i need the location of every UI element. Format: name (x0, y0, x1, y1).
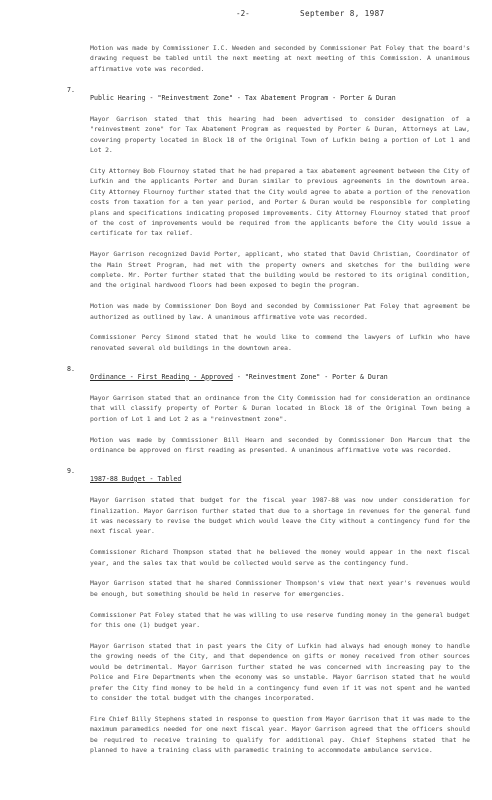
item-title-underlined: Ordinance - First Reading - Approved (90, 372, 233, 381)
item-title: Public Hearing - "Reinvestment Zone" - Tax Abatement Program - Porter & Duran (90, 93, 396, 102)
garrison-concern-paragraph: Mayor Garrison stated that in past years the City of Lufkin had always had enough money to handle the growing needs of the City, and that dependence on gifts or money received from other sources would be detrimental. Mayor Garrison further stated he was concerned with increasing pay to the Police and Fire Departments when the economy was so unstable. Mayor Garrison stated that he would prefer the City find money to be held in a contingency fund even if it was not spent and he wanted to consider the total budget with the changes incorporated. (90, 641, 470, 702)
agenda-item-8 (67, 364, 470, 383)
minutes-body (67, 43, 470, 766)
motion-paragraph: Motion was made by Commissioner I.C. Weeden and seconded by Commissioner Pat Foley that the board's drawing request be tabled until the next meeting at next meeting of this Commission. A unanimous affirmative vote was recorded. (90, 44, 470, 73)
agenda-item-7 (67, 85, 470, 104)
item-title-rest: - "Reinvestment Zone" - Porter & Duran (232, 372, 388, 381)
foley-paragraph: Commissioner Pat Foley stated that he was willing to use reserve funding money in the general budget for this one (1) budget year. (90, 610, 470, 630)
applicant-paragraph: Mayor Garrison recognized David Porter, applicant, who stated that David Christian, Coordinator of the Main Street Program, had met with the property owners and sketches for the building were complete. Mr. Porter further stated that the building would be restored to its original condition, and the original hardwood floors had been exposed to begin the program. (90, 250, 470, 290)
fire-chief-paragraph: Fire Chief Billy Stephens stated in response to question from Mayor Garrison that it was made to the maximum paramedics needed for one next fiscal year. Mayor Garrison agreed that the officers should be required to receive training to qualify for additional pay. Chief Stephens stated that he planned to have a training class with paramedic training to accommodate ambulance service. (90, 714, 470, 754)
item-number: 7. (67, 85, 75, 94)
motion-paragraph: Motion was made by Commissioner Bill Hearn and seconded by Commissioner Don Marcum that the ordinance be approved on first reading as presented. A unanimous affirmative vote was recorded. (90, 435, 470, 455)
attorney-paragraph: City Attorney Bob Flournoy stated that he had prepared a tax abatement agreement between the City of Lufkin and the applicants Porter and Duran similar to previous agreements in the downtown area. City Attorney Flournoy further stated that the City would agree to abate a portion of the renovation costs from taxation for a ten year period, and Porter & Duran would be responsible for completing plans and specifications indicating proposed improvements. City Attorney Flournoy stated that proof of the cost of improvements would be required from the applicants before the City would issue a certificate for tax relief. (90, 167, 470, 238)
meeting-date: September 8, 1987 (300, 9, 385, 18)
item-number: 9. (67, 466, 75, 475)
item-title: 1987-88 Budget - Tabled (90, 474, 182, 483)
commend-paragraph: Commissioner Percy Simond stated that he would like to commend the lawyers of Lufkin who have renovated several old buildings in the downtown area. (90, 333, 470, 352)
page-number: -2- (236, 9, 250, 18)
item-number: 8. (67, 364, 75, 373)
hearing-paragraph: Mayor Garrison stated that this hearing had been advertised to consider designation of a "reinvestment zone" for Tax Abatement Program as requested by Porter & Duran, Attorneys at Law, covering property located in Block 18 of the Original Town of Lufkin being a portion of Lot 1 and Lot 2. (90, 115, 470, 155)
thompson-paragraph: Commissioner Richard Thompson stated that he believed the money would appear in the next fiscal year, and the sales tax that would be collected would serve as the contingency fund. (90, 548, 470, 567)
ordinance-paragraph: Mayor Garrison stated that an ordinance from the City Commission had for consideration an ordinance that will classify property of Porter & Duran located in Block 18 of the Original Town being a portion of Lot 1 and Lot 2 as a "reinvestment zone". (90, 394, 470, 423)
page-header (0, 9, 492, 21)
motion-paragraph: Motion was made by Commissioner Don Boyd and seconded by Commissioner Pat Foley that agreement be authorized as outlined by law. A unanimous affirmative vote was recorded. (90, 302, 470, 321)
budget-paragraph: Mayor Garrison stated that budget for the fiscal year 1987-88 was now under consideration for finalization. Mayor Garrison further stated that due to a shortage in revenues for the general fund it was necessary to revise the budget which would leave the City without a contingency fund for the next fiscal year. (90, 496, 470, 536)
garrison-paragraph: Mayor Garrison stated that he shared Commissioner Thompson's view that next year's revenues would be enough, but something should be held in reserve for emergencies. (90, 579, 470, 598)
agenda-item-9 (67, 466, 470, 485)
